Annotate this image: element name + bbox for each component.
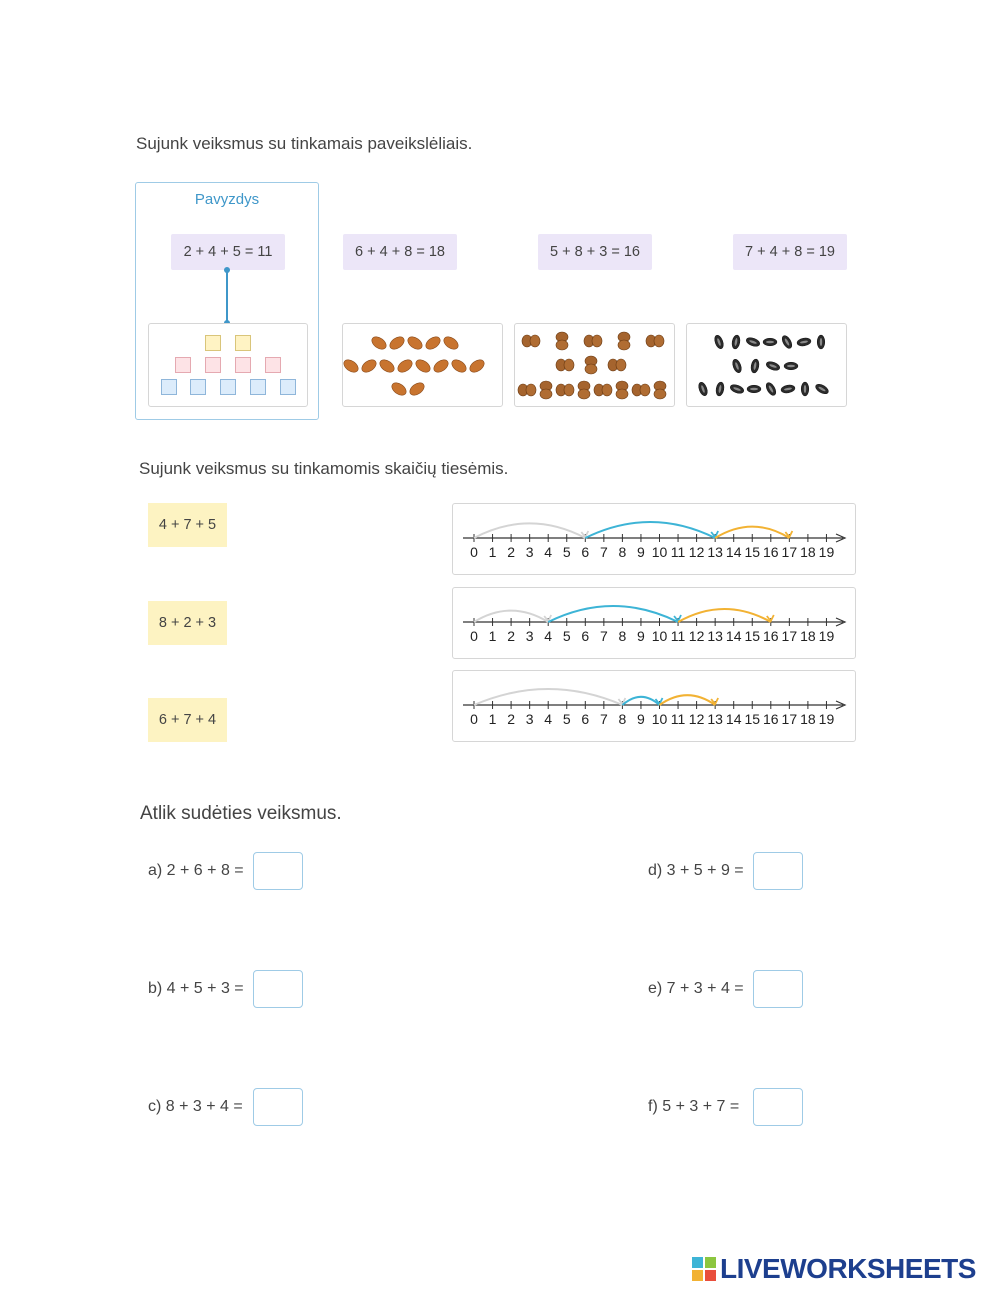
number-line-box-2[interactable] <box>452 587 856 659</box>
section1-heading: Sujunk veiksmus su tinkamais paveikslėliais. <box>136 134 473 153</box>
tick-label: 18 <box>800 711 816 727</box>
pecan <box>518 384 536 396</box>
exercise-f-label: f) 5 + 3 + 7 = <box>648 1098 740 1115</box>
expression-chip-2[interactable]: 8 + 2 + 3 <box>148 601 227 645</box>
sunflower-seeds-image <box>687 324 846 406</box>
tick-label: 11 <box>670 628 686 644</box>
example-connector-line <box>222 266 232 328</box>
almond <box>370 334 389 351</box>
exercise-b-label: b) 4 + 5 + 3 = <box>148 980 244 997</box>
equation-chip-example: 2 + 4 + 5 = 11 <box>171 234 285 270</box>
pink-square <box>175 357 191 373</box>
blue-square <box>161 379 177 395</box>
pecan <box>584 335 602 347</box>
pecan <box>646 335 664 347</box>
pecan <box>540 381 552 399</box>
tick-label: 13 <box>707 628 723 644</box>
tick-label: 0 <box>470 628 478 644</box>
logo-text: LIVEWORKSHEETS <box>720 1253 976 1284</box>
pecan <box>556 359 574 371</box>
tick-label: 3 <box>525 711 534 727</box>
tick-label: 6 <box>581 544 590 560</box>
tick-label: 14 <box>725 544 742 560</box>
blue-square <box>220 379 236 395</box>
number-line-1 <box>453 504 855 574</box>
tick-label: 1 <box>488 711 497 727</box>
tick-label: 7 <box>599 711 608 727</box>
tick-label: 12 <box>688 544 705 560</box>
tick-label: 2 <box>507 628 515 644</box>
tick-label: 8 <box>618 544 627 560</box>
tick-label: 15 <box>744 711 761 727</box>
pecan <box>608 359 626 371</box>
almond <box>396 357 415 374</box>
blue-square <box>190 379 206 395</box>
tick-label: 18 <box>800 544 816 560</box>
tick-label: 4 <box>544 711 553 727</box>
pecan <box>585 356 597 374</box>
tick-label: 10 <box>651 711 668 727</box>
almond <box>406 334 425 351</box>
tick-label: 15 <box>744 544 761 560</box>
tick-label: 8 <box>618 711 627 727</box>
pecan <box>522 335 540 347</box>
picture-box-squares <box>148 323 308 407</box>
tick-label: 17 <box>781 628 798 644</box>
exercise-e-label: e) 7 + 3 + 4 = <box>648 980 744 997</box>
tick-label: 6 <box>581 628 590 644</box>
tick-label: 13 <box>707 544 723 560</box>
pecan <box>556 332 568 350</box>
tick-label: 18 <box>800 628 816 644</box>
exercise-d-input[interactable] <box>753 852 803 890</box>
almonds-image <box>343 324 502 406</box>
tick-label: 2 <box>507 544 515 560</box>
tick-label: 12 <box>688 628 705 644</box>
tick-label: 4 <box>544 544 553 560</box>
example-label: Pavyzdys <box>194 191 260 208</box>
picture-box-almonds[interactable] <box>342 323 503 407</box>
almond <box>468 357 487 374</box>
exercise-c-label: c) 8 + 3 + 4 = <box>148 1098 243 1115</box>
tick-label: 9 <box>637 628 645 644</box>
tick-label: 0 <box>470 544 478 560</box>
almond <box>390 380 409 397</box>
exercise-e-input[interactable] <box>753 970 803 1008</box>
almond <box>388 334 407 351</box>
tick-label: 12 <box>688 711 705 727</box>
tick-label: 13 <box>707 711 723 727</box>
blue-square <box>250 379 266 395</box>
tick-label: 3 <box>525 628 534 644</box>
exercise-a-label: a) 2 + 6 + 8 = <box>148 862 244 879</box>
almond <box>343 357 360 374</box>
jump-arc <box>678 609 771 622</box>
pecan <box>618 332 630 350</box>
pink-square <box>235 357 251 373</box>
tick-label: 19 <box>818 628 835 644</box>
pecans-image <box>515 324 674 406</box>
blue-square <box>280 379 296 395</box>
tick-label: 16 <box>763 628 779 644</box>
number-line-3 <box>453 671 855 741</box>
section2-heading: Sujunk veiksmus su tinkamomis skaičių tiesėmis. <box>139 459 509 478</box>
pecan <box>578 381 590 399</box>
section3-heading: Atlik sudėties veiksmus. <box>140 803 342 824</box>
tick-label: 9 <box>637 711 645 727</box>
tick-label: 1 <box>488 628 497 644</box>
exercise-b-input[interactable] <box>253 970 303 1008</box>
tick-label: 5 <box>562 628 571 644</box>
tick-label: 11 <box>670 711 686 727</box>
exercise-f-input[interactable] <box>753 1088 803 1126</box>
tick-label: 10 <box>651 628 668 644</box>
tick-label: 15 <box>744 628 761 644</box>
pecan <box>594 384 612 396</box>
tick-label: 3 <box>525 544 534 560</box>
yellow-square <box>205 335 221 351</box>
jump-arc <box>660 695 716 705</box>
picture-box-seeds[interactable] <box>686 323 847 407</box>
tick-label: 14 <box>725 711 742 727</box>
tick-label: 19 <box>818 544 835 560</box>
tick-label: 1 <box>488 544 497 560</box>
almond <box>424 334 443 351</box>
tick-label: 4 <box>544 628 553 644</box>
tick-label: 16 <box>763 544 779 560</box>
equation-chip-2[interactable]: 5 + 8 + 3 = 16 <box>538 234 652 270</box>
almond <box>442 334 461 351</box>
expression-chip-1[interactable]: 4 + 7 + 5 <box>148 503 227 547</box>
tick-label: 6 <box>581 711 590 727</box>
tick-label: 16 <box>763 711 779 727</box>
almond <box>414 357 433 374</box>
tick-label: 9 <box>637 544 645 560</box>
tick-label: 10 <box>651 544 668 560</box>
pecan <box>616 381 628 399</box>
almond <box>408 380 427 397</box>
jump-arc <box>585 522 715 538</box>
tick-label: 2 <box>507 711 515 727</box>
equation-chip-1[interactable]: 6 + 4 + 8 = 18 <box>343 234 457 270</box>
tick-label: 8 <box>618 628 627 644</box>
almond <box>450 357 469 374</box>
number-line-2 <box>453 588 855 658</box>
pink-square <box>205 357 221 373</box>
pecan <box>632 384 650 396</box>
tick-label: 5 <box>562 711 571 727</box>
pecan <box>654 381 666 399</box>
tick-label: 5 <box>562 544 571 560</box>
exercise-a-input[interactable] <box>253 852 303 890</box>
tick-label: 7 <box>599 628 608 644</box>
number-line-box-1[interactable] <box>452 503 856 575</box>
tick-label: 14 <box>725 628 742 644</box>
expression-chip-3[interactable]: 6 + 7 + 4 <box>148 698 227 742</box>
yellow-square <box>235 335 251 351</box>
exercise-d-label: d) 3 + 5 + 9 = <box>648 862 744 879</box>
pecan <box>556 384 574 396</box>
tick-label: 19 <box>818 711 835 727</box>
liveworksheets-logo <box>692 1254 976 1284</box>
almond <box>360 357 379 374</box>
almond <box>378 357 397 374</box>
almond <box>432 357 451 374</box>
number-line-box-3[interactable] <box>452 670 856 742</box>
picture-box-pecans[interactable] <box>514 323 675 407</box>
logo-mark-icon <box>692 1257 716 1281</box>
jump-arc <box>548 606 678 622</box>
pink-square <box>265 357 281 373</box>
tick-label: 7 <box>599 544 608 560</box>
tick-label: 17 <box>781 544 798 560</box>
tick-label: 11 <box>670 544 686 560</box>
equation-chip-3[interactable]: 7 + 4 + 8 = 19 <box>733 234 847 270</box>
tick-label: 0 <box>470 711 478 727</box>
tick-label: 17 <box>781 711 798 727</box>
exercise-c-input[interactable] <box>253 1088 303 1126</box>
